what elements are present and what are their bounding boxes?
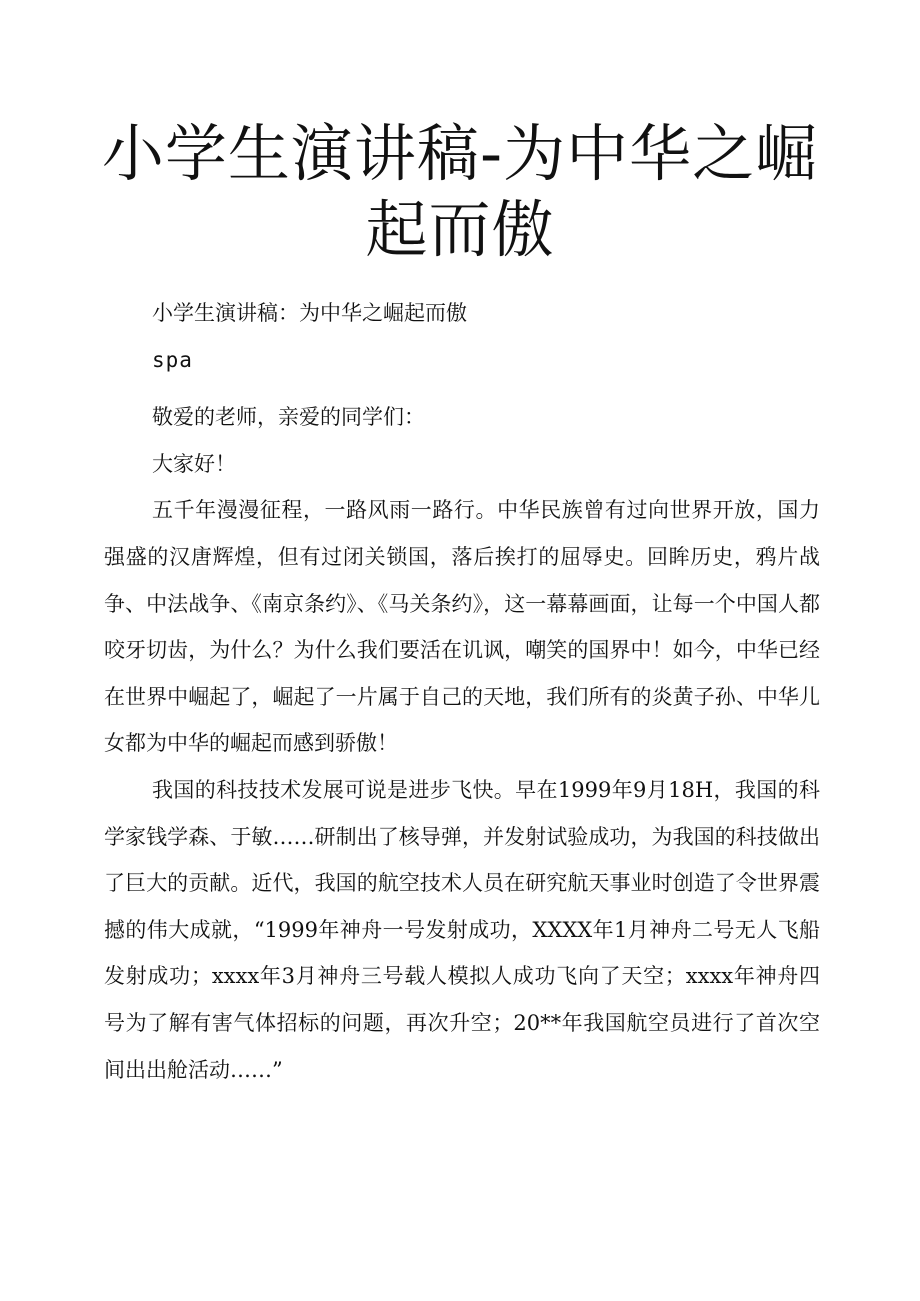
spa-line: spa: [152, 347, 193, 372]
greeting-line: 大家好！: [152, 451, 236, 476]
body-paragraph-1: 五千年漫漫征程，一路风雨一路行。中华民族曾有过向世界开放，国力强盛的汉唐辉煌，但有过闭关锁国，落后挨打的屈辱史。回眸历史，鸦片战争、中法战争、《南京条约》、《马关条约》，这一幕幕画面，让每一个中国人都咬牙切齿，为什么？为什么我们要活在讥讽，嘲笑的国界中！如今，中华已经在世界中崛起了，崛起了一片属于自己的天地，我们所有的炎黄子孙、中华儿女都为中华的崛起而感到骄傲！: [104, 498, 820, 756]
subtitle-line: 小学生演讲稿：为中华之崛起而傲: [152, 301, 467, 325]
salutation-line: 敬爱的老师，亲爱的同学们：: [152, 405, 425, 430]
body-paragraph-2: 我国的科技技术发展可说是进步飞快。早在1999年9月18H，我国的科学家钱学森、于敏……研制出了核导弹，并发射试验成功，为我国的科技做出了巨大的贡献。近代，我国的航空技术人员在研究航天事业时创造了令世界震撼的伟大成就，“1999年神舟一号发射成功，XXXX年1月神舟二号无人飞船发射成功；xxxx年3月神舟三号载人模拟人成功飞向了天空；xxxx年神舟四号为了解有害气体招标的问题，再次升空；20**年我国航空员进行了首次空间出出舱活动……”: [104, 777, 820, 1082]
document-title: 小学生演讲稿-为中华之崛起而傲: [101, 117, 819, 266]
document-body: [104, 290, 820, 1093]
